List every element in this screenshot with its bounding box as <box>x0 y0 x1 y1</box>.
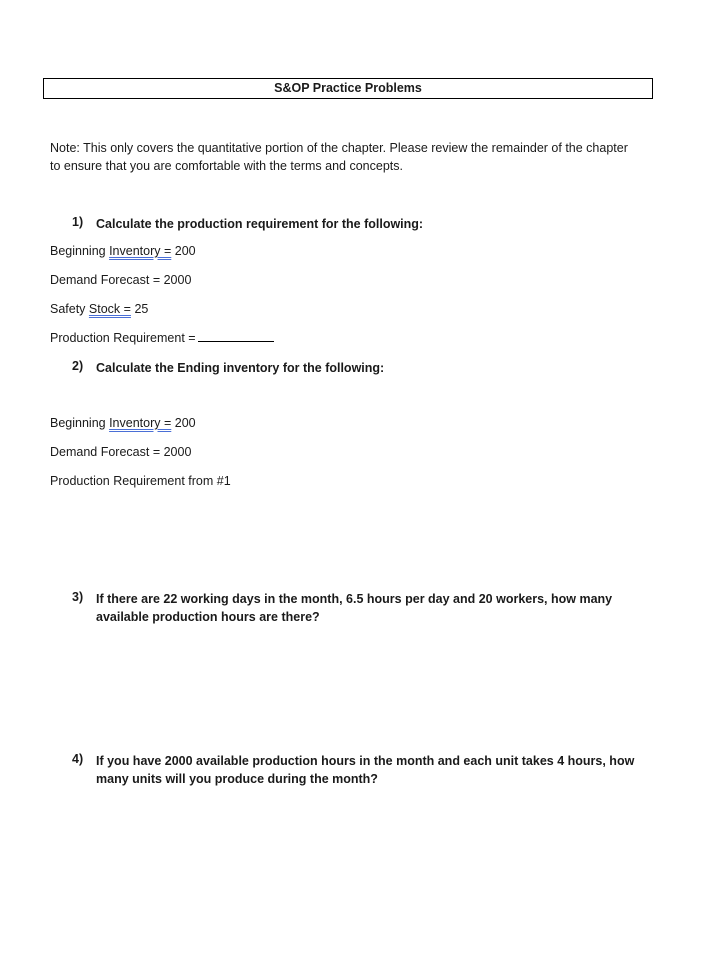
q2-line1-underlined: Inventory = <box>109 416 172 430</box>
q1-line4-text: Production Requirement = <box>50 331 196 345</box>
q1-production-requirement <box>50 330 274 345</box>
question-2-number: 2) <box>72 359 84 373</box>
q2-beginning-inventory <box>50 416 196 430</box>
q2-line1-suffix: 200 <box>171 416 196 430</box>
q2-line1-prefix: Beginning <box>50 416 110 430</box>
q2-demand-forecast <box>50 445 191 459</box>
q2-line2-text: Demand Forecast = 2000 <box>50 445 192 459</box>
q1-beginning-inventory <box>50 244 196 258</box>
question-1-number: 1) <box>72 215 84 229</box>
q1-demand-forecast <box>50 273 191 287</box>
q1-line1-prefix: Beginning <box>50 244 110 258</box>
question-4-number: 4) <box>72 752 84 766</box>
page-title: S&OP Practice Problems <box>43 78 653 99</box>
question-2-text: Calculate the Ending inventory for the following: <box>96 361 385 375</box>
q1-line1-underlined: Inventory = <box>109 244 172 258</box>
q2-line3-text: Production Requirement from #1 <box>50 474 231 488</box>
question-3-number: 3) <box>72 590 84 604</box>
q1-line2-text: Demand Forecast = 2000 <box>50 273 192 287</box>
q1-line3-underlined: Stock = <box>88 302 131 316</box>
answer-blank <box>198 330 274 342</box>
q1-line3-prefix: Safety <box>50 302 89 316</box>
q1-line1-suffix: 200 <box>171 244 196 258</box>
q2-production-requirement <box>50 474 231 488</box>
question-4-text: If you have 2000 available production hours in the month and each unit takes 4 hours, how many units will you produce during the month? <box>96 754 635 786</box>
note-paragraph: Note: This only covers the quantitative portion of the chapter. Please review the remainder of the chapter to ensure that you are comfortable with the terms and concepts. <box>50 141 628 173</box>
q1-line3-suffix: 25 <box>130 302 149 316</box>
q1-safety-stock <box>50 302 148 316</box>
question-1-text: Calculate the production requirement for the following: <box>96 217 424 231</box>
question-3-text: If there are 22 working days in the month, 6.5 hours per day and 20 workers, how many available production hours are there? <box>96 592 613 624</box>
